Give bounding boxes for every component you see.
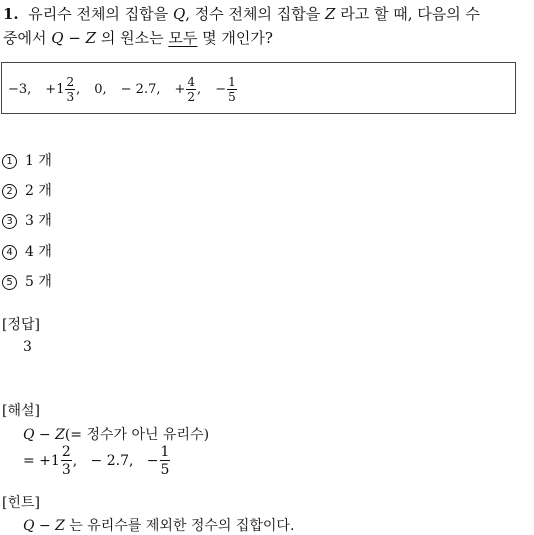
explanation-fraction-1: 2 3 — [61, 444, 71, 478]
question-text-1b: , 정수 전체의 집합을 — [185, 5, 321, 23]
question-number: 1. — [3, 5, 19, 23]
choice-text-4: 4 개 — [25, 244, 52, 260]
question-text-2a: 중에서 — [3, 29, 47, 47]
question-text-2b: 의 원소는 — [100, 29, 164, 47]
choice-marker-3: 3 — [2, 214, 17, 229]
choice-text-3: 3 개 — [25, 213, 52, 229]
num-term-1: −3, — [8, 81, 32, 97]
num-term-2-prefix: +1 — [45, 81, 65, 97]
choice-3[interactable] — [2, 210, 52, 230]
num-term-6-fraction: $\frac{1}{5}$ — [228, 74, 236, 104]
choice-text-2: 2 개 — [25, 183, 52, 199]
choice-1[interactable] — [2, 150, 52, 170]
num-term-5-prefix: + — [174, 81, 186, 97]
question-text-2c: 몇 개인가? — [202, 29, 273, 47]
explanation-prefix: = +1 — [23, 453, 60, 469]
explanation-text: (= 정수가 아닌 유리수) — [64, 427, 210, 443]
question-text-1c: 라고 할 때, 다음의 수 — [340, 5, 481, 23]
underlined-word: 모두 — [168, 29, 198, 47]
hint-label: [힌트] — [2, 495, 40, 511]
explanation-expr: Q − Z — [23, 427, 65, 443]
question-text-1a: 유리수 전체의 집합을 — [28, 5, 169, 23]
num-term-2-fraction: $\frac{2}{3}$ — [66, 74, 75, 104]
explanation-mid: , − 2.7, − — [72, 453, 159, 469]
num-term-5-fraction: $\frac{4}{2}$ — [187, 74, 196, 104]
question-line-1 — [3, 3, 480, 24]
answer-value: 3 — [23, 339, 32, 355]
choice-4[interactable] — [2, 241, 52, 261]
choice-5[interactable] — [2, 271, 52, 291]
num-term-6-prefix: − — [215, 81, 227, 97]
number-list: −3, +1 $\frac{2}{3}$ , 0, − 2.7, + $\frac{4}{2}$ , − $\frac{1}{5}$ — [8, 74, 236, 104]
question-line-2 — [3, 27, 273, 48]
choice-text-1: 1 개 — [25, 153, 52, 169]
explanation-line-2 — [23, 441, 171, 481]
set-z: Z — [325, 5, 336, 23]
hint-text: 는 유리수를 제외한 정수의 집합이다. — [69, 518, 295, 534]
num-term-4: − 2.7, — [120, 81, 161, 97]
choice-marker-2: 2 — [2, 184, 17, 199]
choice-marker-1: 1 — [2, 154, 17, 169]
choice-text-5: 5 개 — [25, 274, 52, 290]
number-box — [1, 62, 516, 114]
num-term-3: 0, — [94, 81, 107, 97]
set-q: Q — [172, 5, 186, 23]
hint-expr: Q − Z — [23, 518, 65, 534]
question-expr: Q − Z — [51, 29, 97, 47]
choice-marker-4: 4 — [2, 245, 17, 260]
explanation-label: [해설] — [2, 403, 40, 419]
answer-label: [정답] — [2, 317, 40, 333]
explanation-fraction-2: $\frac{1}{5}$ — [160, 444, 170, 478]
hint-line — [23, 515, 294, 535]
choice-marker-5: 5 — [2, 275, 17, 290]
choice-2[interactable] — [2, 180, 52, 200]
